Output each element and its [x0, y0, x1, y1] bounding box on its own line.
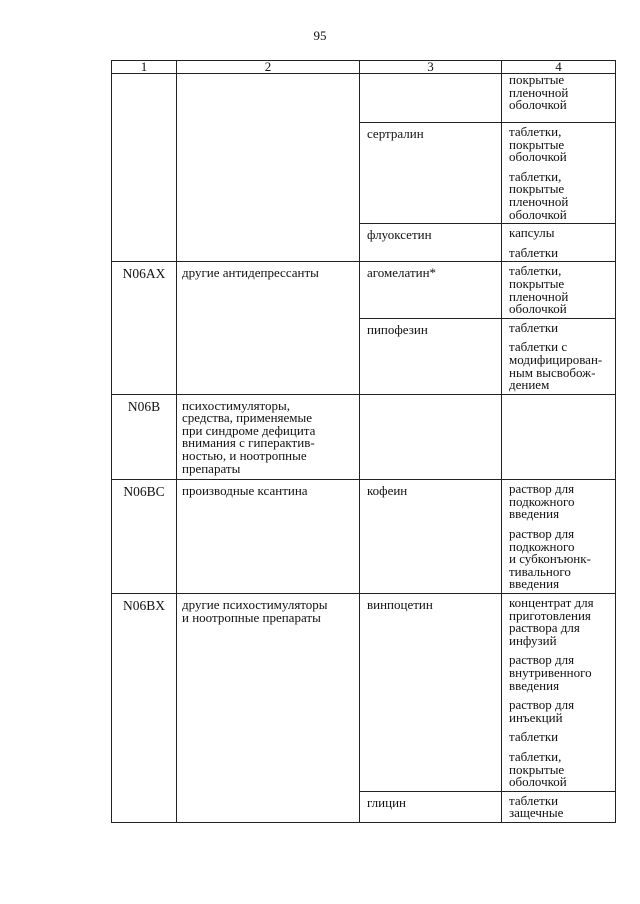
- table-row: [112, 74, 616, 123]
- atc-code-cell: N06AX: [112, 262, 177, 394]
- dosage-forms-cell: [502, 480, 616, 594]
- group-name-cell: другие антидепрессанты: [177, 262, 360, 394]
- group-name-cell: производные ксантина: [177, 480, 360, 594]
- dosage-forms-cell: [502, 594, 616, 792]
- table-row: [112, 394, 616, 480]
- dosage-form: таблетки: [509, 729, 559, 745]
- dosage-form: раствор для внутривенного введения: [509, 652, 592, 693]
- column-header: 2: [177, 61, 360, 74]
- drug-name-cell: агомелатин*: [360, 262, 502, 318]
- dosage-forms-cell: [502, 318, 616, 394]
- drug-name-cell: [360, 394, 502, 480]
- dosage-form: раствор для инъекций: [509, 697, 575, 725]
- dosage-form: таблетки защечные: [509, 792, 564, 821]
- dosage-forms-cell: [502, 74, 616, 123]
- table-row: [112, 262, 616, 318]
- group-name-cell: другие психостимуляторы и ноотропные препараты: [177, 594, 360, 823]
- drug-name-cell: пипофезин: [360, 318, 502, 394]
- drug-name-cell: сертралин: [360, 123, 502, 224]
- dosage-form: раствор для подкожного и субконъюнк- тивального введения: [509, 526, 591, 592]
- dosage-forms-cell: [502, 791, 616, 822]
- dosage-form: таблетки, покрытые оболочкой: [509, 124, 567, 165]
- table-row: [112, 594, 616, 792]
- dosage-form: таблетки: [509, 244, 559, 260]
- drug-table: [111, 60, 616, 823]
- dosage-form: капсулы: [509, 225, 555, 241]
- atc-code-cell: N06B: [112, 394, 177, 480]
- column-header: 1: [112, 61, 177, 74]
- atc-code-cell: N06BC: [112, 480, 177, 594]
- column-header: 4: [502, 61, 616, 74]
- drug-name-cell: флуоксетин: [360, 224, 502, 262]
- dosage-forms-cell: [502, 123, 616, 224]
- dosage-forms-cell: [502, 262, 616, 318]
- dosage-forms-cell: [502, 394, 616, 480]
- dosage-form: раствор для подкожного введения: [509, 481, 575, 522]
- dosage-form: таблетки, покрытые оболочкой: [509, 748, 567, 790]
- drug-name-cell: винпоцетин: [360, 594, 502, 792]
- page-number: 95: [313, 28, 327, 43]
- table-row: [112, 480, 616, 594]
- group-name-cell: [177, 74, 360, 262]
- group-name-cell: психостимуляторы, средства, применяемые при синдроме дефицита внимания с гиперактив- ностью, и ноотропные препараты: [177, 394, 360, 480]
- dosage-form: таблетки, покрытые пленочной оболочкой: [509, 168, 569, 222]
- drug-name-cell: кофеин: [360, 480, 502, 594]
- atc-code-cell: [112, 74, 177, 262]
- column-header: 3: [360, 61, 502, 74]
- drug-name-cell: [360, 74, 502, 123]
- dosage-forms-cell: [502, 224, 616, 262]
- drug-name-cell: глицин: [360, 791, 502, 822]
- dosage-form: таблетки с модифицирован- ным высвобож- дением: [509, 339, 603, 393]
- dosage-form: таблетки, покрытые пленочной оболочкой: [509, 263, 569, 317]
- dosage-form: концентрат для приготовления раствора для инфузий: [509, 595, 594, 648]
- dosage-form: таблетки: [509, 319, 559, 335]
- dosage-form: покрытые пленочной оболочкой: [509, 72, 569, 113]
- atc-code-cell: N06BX: [112, 594, 177, 823]
